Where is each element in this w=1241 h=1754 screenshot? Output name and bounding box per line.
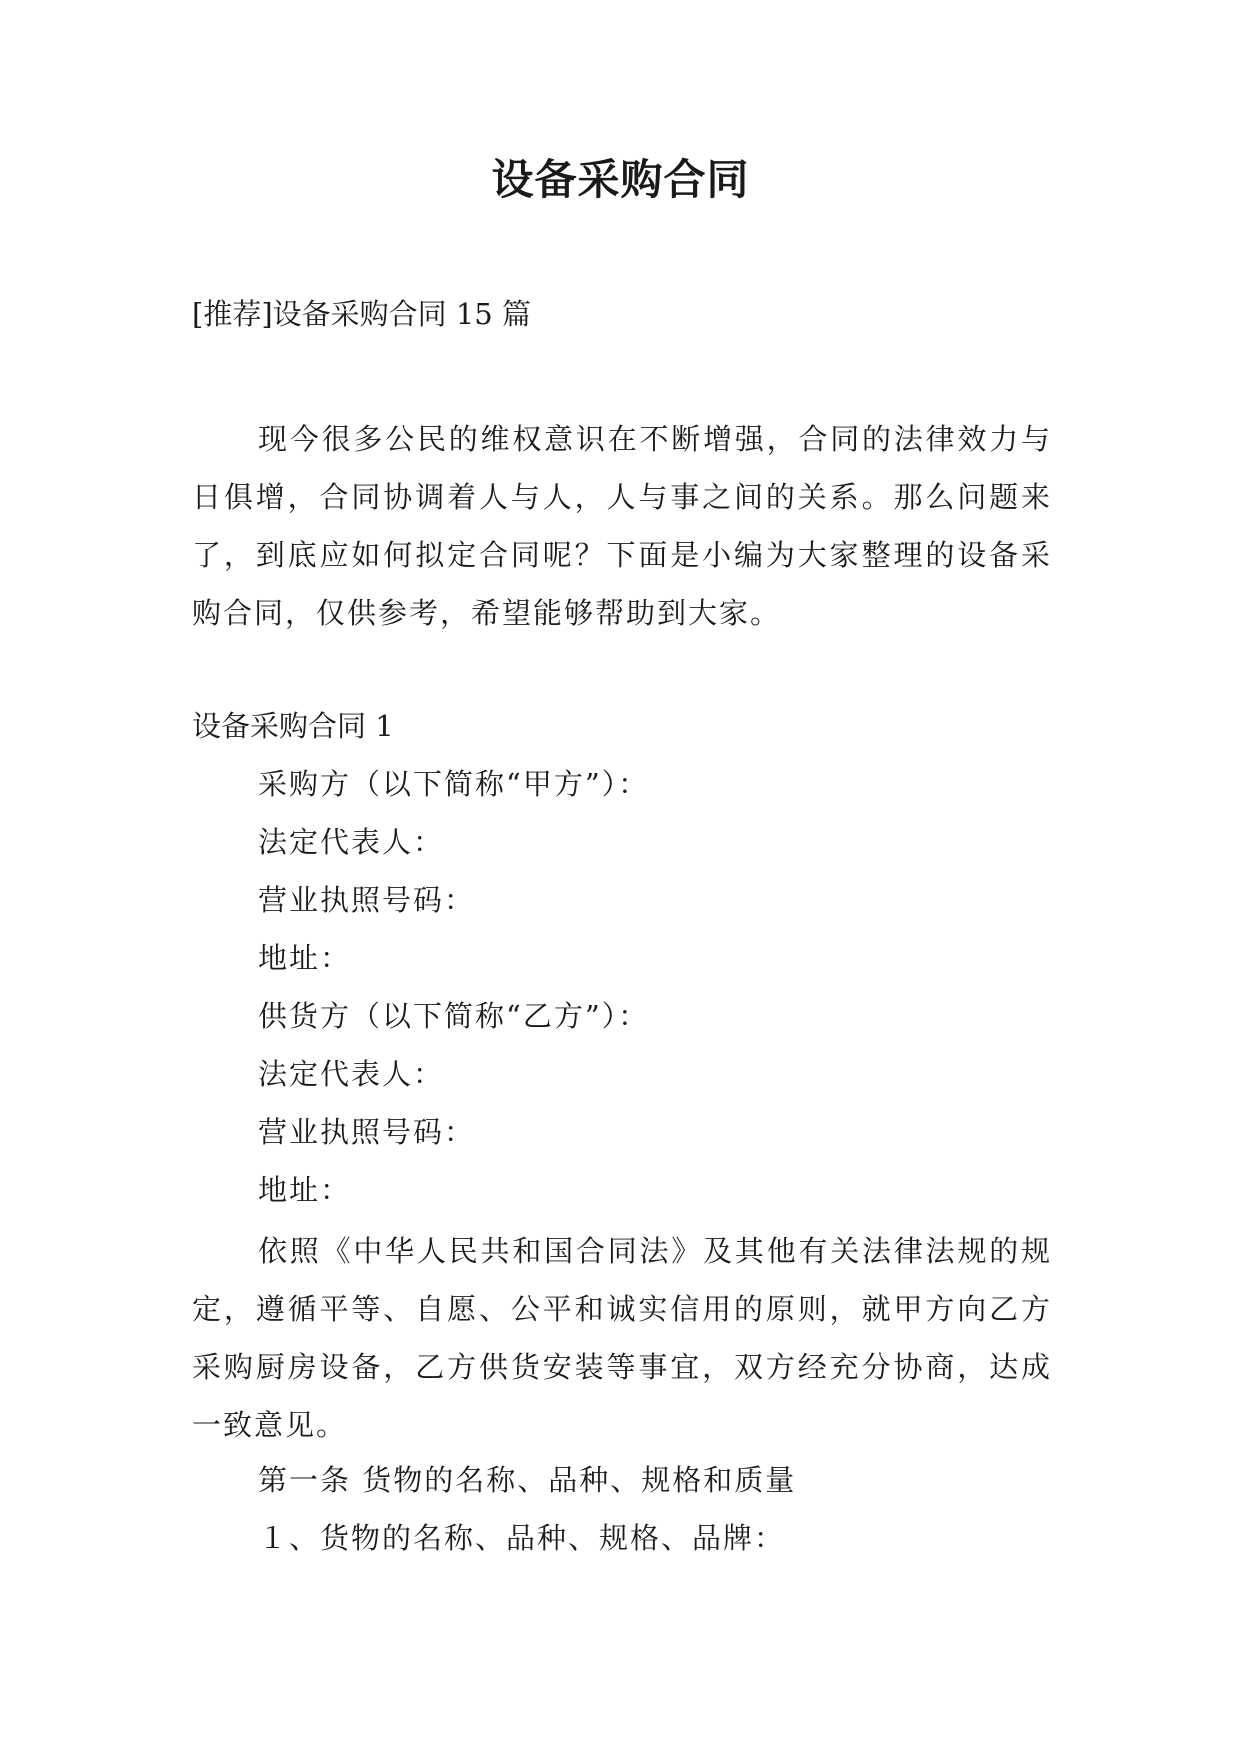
party-b-address: 地址： — [258, 1173, 352, 1207]
document-title: 设备采购合同 — [491, 155, 750, 204]
document-subtitle: [推荐]设备采购合同 15 篇 — [192, 297, 531, 331]
party-a-address: 地址： — [258, 941, 352, 975]
section-heading: 设备采购合同 1 — [192, 709, 394, 743]
article-1-heading: 第一条 货物的名称、品种、规格和质量 — [258, 1463, 797, 1497]
party-b-license: 营业执照号码： — [258, 1115, 476, 1149]
legal-basis-paragraph: 依照《中华人民共和国合同法》及其他有关法律法规的规定，遵循平等、自愿、公平和诚实信用的原则，就甲方向乙方采购厨房设备，乙方供货安装等事宜，双方经充分协商，达成一致意见。 — [192, 1234, 1052, 1442]
party-a-license: 营业执照号码： — [258, 883, 476, 917]
party-a-representative: 法定代表人： — [258, 825, 445, 859]
party-b-representative: 法定代表人： — [258, 1057, 445, 1091]
party-a-line: 采购方（以下简称“甲方”）： — [258, 767, 650, 801]
party-b-line: 供货方（以下简称“乙方”）： — [258, 999, 650, 1033]
article-1-item-1: １、货物的名称、品种、规格、品牌： — [258, 1521, 786, 1555]
intro-paragraph: 现今很多公民的维权意识在不断增强，合同的法律效力与日俱增，合同协调着人与人，人与事之间的关系。那么问题来了，到底应如何拟定合同呢？下面是小编为大家整理的设备采购合同，仅供参考，希望能够帮助到大家。 — [192, 422, 1052, 630]
